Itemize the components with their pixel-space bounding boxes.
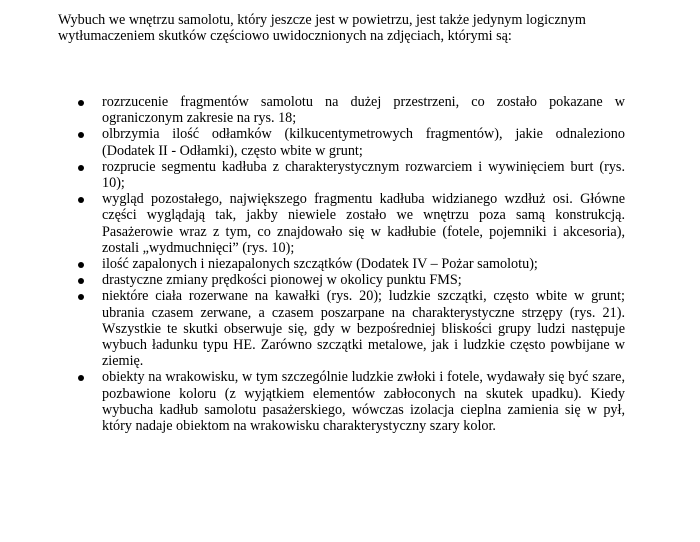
list-item-text: wygląd pozostałego, największego fragmentu kadłuba widzianego wzdłuż osi. Główne części wyglądają tak, jakby niewiele zostało we wnętrzu poza samą konstrukcją. Pasażerowie wraz z tym, co znajdowało się w kadłubie (fotele, pojemniki i akcesoria), zostali „wydmuchnięci” (rys. 10); xyxy=(102,191,625,256)
list-item-text: olbrzymia ilość odłamków (kilkucentymetrowych fragmentów), jakie odnaleziono (Dodatek II - Odłamki), często wbite w grunt; xyxy=(102,126,625,159)
list-item xyxy=(78,288,625,369)
list-item-text: niektóre ciała rozerwane na kawałki (rys. 20); ludzkie szczątki, często wbite w grunt; ubrania czasem zerwane, a czasem poszarpane na charakterystyczne strzępy (rys. 21). Wszystkie te skutki obserwuje się, gdy w bezpośredniej bliskości grupy ludzi następuje wybuch ładunku typu HE. Zarówno szczątki metalowe, jak i ludzkie często powbijane w ziemię. xyxy=(102,288,625,370)
bullet-icon xyxy=(78,197,84,203)
bullet-list xyxy=(78,94,625,434)
bullet-icon xyxy=(78,262,84,268)
bullet-icon xyxy=(78,165,84,171)
list-item-text: ilość zapalonych i niezapalonych szczątków (Dodatek IV – Pożar samolotu); xyxy=(102,256,538,273)
bullet-icon xyxy=(78,100,84,106)
list-item-text: rozprucie segmentu kadłuba z charakterystycznym rozwarciem i wywinięciem burt (rys. 10); xyxy=(102,158,625,192)
bullet-icon xyxy=(78,132,84,138)
list-item xyxy=(78,191,625,256)
list-item xyxy=(78,126,625,158)
bullet-icon xyxy=(78,278,84,284)
list-item xyxy=(78,272,625,288)
list-item xyxy=(78,94,625,126)
bullet-icon xyxy=(78,375,84,381)
list-item xyxy=(78,256,625,272)
list-item xyxy=(78,369,625,434)
list-item-text: rozrzucenie fragmentów samolotu na dużej przestrzeni, co zostało pokazane w ograniczonym zakresie na rys. 18; xyxy=(102,94,625,127)
list-item xyxy=(78,159,625,191)
list-item-text: obiekty na wrakowisku, w tym szczególnie ludzkie zwłoki i fotele, wydawały się być szare, pozbawione koloru (z wyjątkiem elementów zabłoconych na skutek upadku). Kiedy wybucha kadłub samolotu pasażerskiego, wówczas izolacja cieplna zamienia się w pył, który nadaje obiektom na wrakowisku charakterystyczny szary kolor. xyxy=(102,369,625,435)
list-item-text: drastyczne zmiany prędkości pionowej w okolicy punktu FMS; xyxy=(102,272,462,289)
bullet-icon xyxy=(78,294,84,300)
intro-paragraph: Wybuch we wnętrzu samolotu, który jeszcze jest w powietrzu, jest także jedynym logicznym wytłumaczeniem skutków częściowo uwidocznionych na zdjęciach, którymi są: xyxy=(58,12,586,45)
